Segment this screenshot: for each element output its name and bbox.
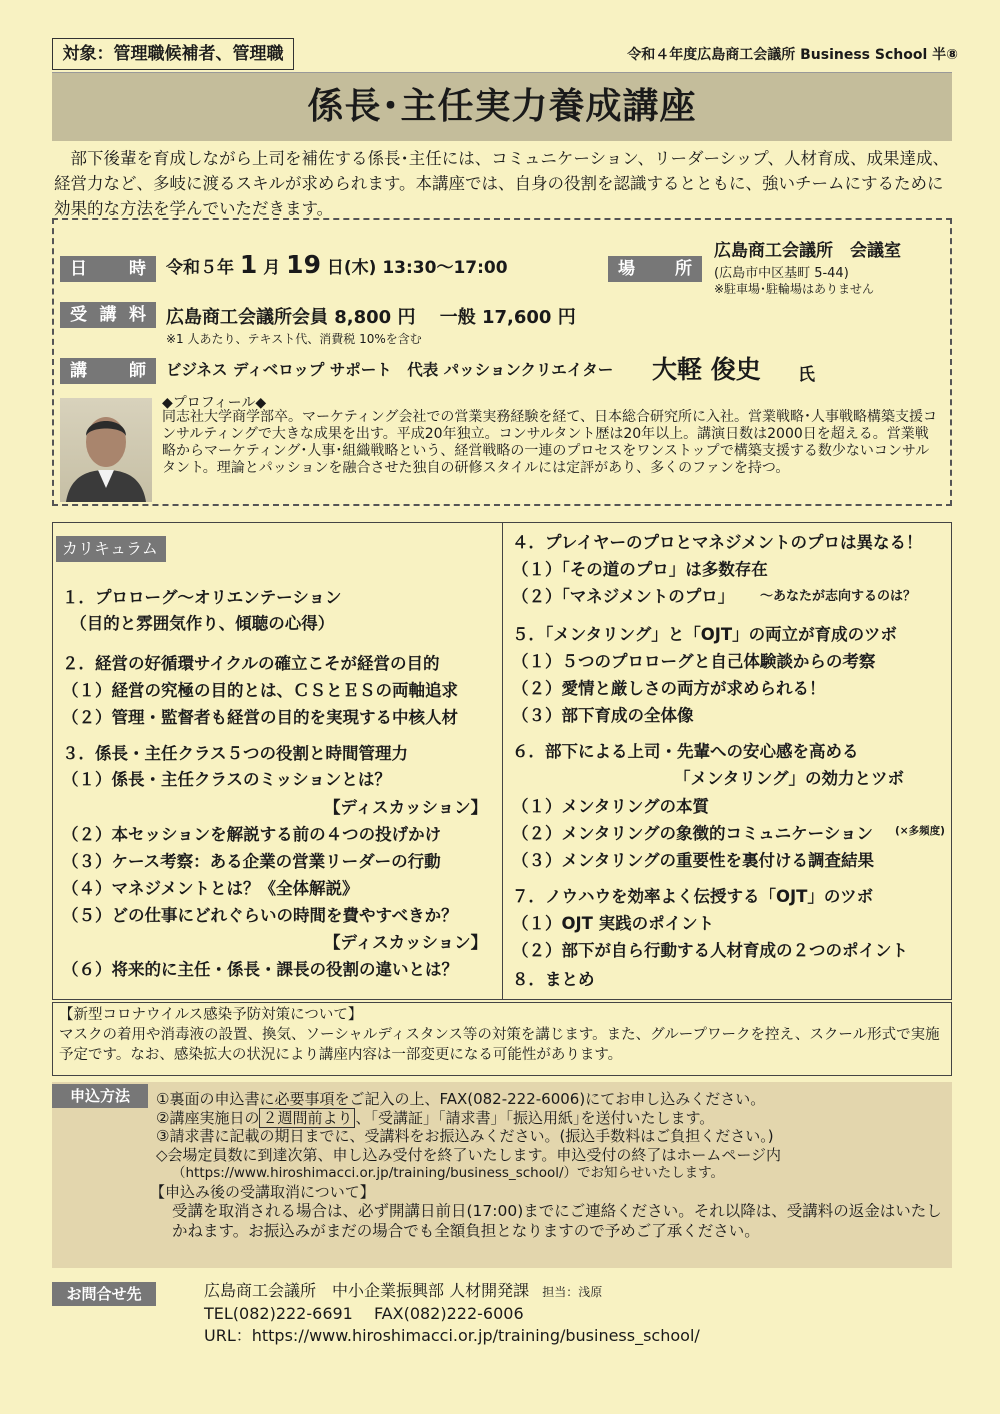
place-address: (広島市中区基町 5-44): [714, 266, 849, 281]
application-step-2-pre: ②講座実施日の: [156, 1108, 260, 1127]
lecturer-title: ビジネス ディベロップ サポート 代表 パッションクリエイター: [166, 361, 614, 379]
curriculum-left-item: 【ディスカッション】: [324, 933, 488, 952]
contact-person: 担当：浅原: [542, 1285, 603, 1299]
curriculum-left-item: （３）ケース考察：ある企業の営業リーダーの行動: [62, 852, 441, 871]
contact-label: お問合せ先: [52, 1282, 156, 1306]
place-note: ※駐車場･駐輪場はありません: [714, 282, 875, 296]
profile-text: 同志社大学商学部卒。マーケティング会社での営業実務経験を経て、日本総合研究所に入社。営業戦略･人事戦略構築支援コンサルティングで大きな成果を出す。平成20年独立。コンサルタント歴は20年以上。講演日数は2000日を超える。営業戦略からマーケティング･人事･組織戦略という、経営戦略の一連のプロセスをワンストップで構築支援する数少ないコンサルタント。理論とパッションを融合させた独自の研修スタイルには定評があり、多くのファンを持つ。: [162, 409, 938, 476]
curriculum-left-item: （４）マネジメントとは？《全体解説》: [62, 879, 359, 898]
curriculum-right-item: ７．ノウハウを効率よく伝授する「OJT」のツボ: [512, 887, 874, 906]
curriculum-right-item: （３）メンタリングの重要性を裏付ける調査結果: [512, 851, 875, 870]
application-step-1: ①裏面の申込書に必要事項をご記入の上、FAX(082-222-6006)にてお申し込みください。: [156, 1090, 766, 1108]
two-weeks-box: ２週間前より: [259, 1108, 355, 1128]
date-post: 日(木) 13:30〜17:00: [326, 258, 508, 278]
curriculum-right-item: ５．「メンタリング」と「OJT」の両立が育成のツボ: [512, 625, 897, 644]
date-label: 日時: [60, 256, 156, 282]
curriculum-left-item: ３．係長・主任クラス５つの役割と時間管理力: [62, 744, 409, 763]
contact-info: [204, 1280, 700, 1347]
curriculum-left-item: （目的と雰囲気作り、傾聴の心得）: [62, 614, 335, 633]
curriculum-right-item: （１）OJT 実践のポイント: [512, 914, 715, 933]
curriculum-right-item: （１）メンタリングの本質: [512, 797, 710, 816]
curriculum-left-item: １．プロローグ〜オリエンテーション: [62, 588, 342, 607]
application-step-2-post: 、｢受講証｣「請求書」｢振込用紙｣を送付いたします。: [355, 1108, 715, 1127]
curriculum-left-item: ２．経営の好循環サイクルの確立こそが経営の目的: [62, 654, 440, 673]
covid-notice-text: マスクの着用や消毒液の設置、換気、ソーシャルディスタンス等の対策を講じます。また、グループワークを控え、スクール形式で実施予定です。なお、感染拡大の状況により講座内容は一部変更になる可能性があります。: [59, 1027, 940, 1063]
place-name: 広島商工会議所 会議室: [714, 241, 901, 261]
curriculum-right-item: ８．まとめ: [512, 970, 595, 989]
curriculum-right-item: （１）５つのプロローグと自己体験談からの考察: [512, 652, 876, 671]
date-pre: 令和５年: [166, 258, 234, 278]
date-month-unit: 月: [263, 258, 281, 278]
lecturer-name: 大軽 俊史: [652, 355, 761, 384]
lecturer-photo: [60, 398, 152, 502]
fee-note: ※1 人あたり、テキスト代、消費税 10%を含む: [166, 332, 422, 346]
application-label: 申込方法: [52, 1084, 148, 1108]
curriculum-right-item: 〜あなたが志向するのは？: [760, 589, 917, 604]
curriculum-right-item: （２）メンタリングの象徴的コミュニケーション: [512, 824, 874, 843]
contact-url[interactable]: URL：https://www.hiroshimacci.or.jp/training/business_school/: [204, 1326, 700, 1345]
curriculum-right-item: （１）「その道のプロ」は多数存在: [512, 560, 768, 579]
curriculum-right-item: (×多頻度): [895, 825, 945, 837]
curriculum-heading: カリキュラム: [56, 536, 166, 562]
application-text: [150, 1090, 946, 1241]
portrait-image: [60, 398, 152, 502]
lecturer-label: 講師: [60, 358, 156, 384]
curriculum-right-item: （３）部下育成の全体像: [512, 706, 694, 725]
target-audience-label: 対象：管理職候補者、管理職: [52, 38, 294, 70]
fee-label: 受講料: [60, 302, 156, 328]
page-title: 係長･主任実力養成講座: [52, 72, 952, 141]
curriculum-left-item: （１）経営の究極の目的とは、ＣＳとＥＳの両軸追求: [62, 681, 458, 700]
place-label: 場所: [608, 256, 702, 282]
date-value: [166, 250, 508, 279]
curriculum-right-item: ６．部下による上司・先輩への安心感を高める: [512, 742, 859, 761]
curriculum-left-item: 【ディスカッション】: [324, 798, 488, 817]
fee-value: 広島商工会議所会員 8,800 円 一般 17,600 円: [166, 307, 576, 328]
application-step-2: [156, 1109, 946, 1128]
curriculum-left-item: （５）どの仕事にどれぐらいの時間を費やすべきか？: [62, 906, 458, 925]
covid-notice: [52, 1002, 952, 1076]
covid-notice-heading: 【新型コロナウイルス感染予防対策について】: [59, 1007, 363, 1023]
curriculum-right-item: （２）部下が自ら行動する人材育成の２つのポイント: [512, 941, 908, 960]
curriculum-left-item: （２）本セッションを解説する前の４つの投げかけ: [62, 825, 442, 844]
contact-phone: TEL(082)222-6691 FAX(082)222-6006: [204, 1304, 524, 1323]
series-label: 令和４年度広島商工会議所 Business School 半⑧: [627, 47, 958, 63]
cancel-heading: 【申込み後の受講取消について】: [150, 1182, 375, 1201]
intro-text: 部下後輩を育成しながら上司を補佐する係長･主任には、コミュニケーション、リーダーシップ、人材育成、成果達成、経営力など、多岐に渡るスキルが求められます。本講座では、自身の役割を認識するとともに、強いチームにするために効果的な方法を学んでいただきます。: [54, 149, 949, 218]
application-note-url: （https://www.hiroshimacci.or.jp/training/business_school/）でお知らせいたします。: [172, 1165, 725, 1181]
application-step-3: ③請求書に記載の期日までに、受講料をお振込みください。(振込手数料はご負担ください。): [156, 1127, 774, 1145]
cancel-text: 受講を取消される場合は、必ず開講日前日(17:00)までにご連絡ください。それ以降は、受講料の返金はいたしかねます。お振込みがまだの場合でも全額負担となりますので予めご了承ください。: [172, 1202, 942, 1240]
profile-heading: ◆プロフィール◆: [162, 395, 267, 411]
curriculum-left-item: （２）管理・監督者も経営の目的を実現する中核人材: [62, 708, 458, 727]
date-month: 1: [239, 250, 258, 279]
curriculum-right-item: （２）愛情と厳しさの両方が求められる！: [512, 679, 826, 698]
application-note: ◇会場定員数に到達次第、申し込み受付を終了いたします。申込受付の終了はホームページ内: [156, 1145, 782, 1164]
curriculum-left-item: （１）係長・主任クラスのミッションとは？: [62, 770, 391, 789]
curriculum-left-item: （６）将来的に主任・係長・課長の役割の違いとは？: [62, 960, 458, 979]
curriculum-divider: [502, 522, 503, 1000]
curriculum-right-item: ４．プレイヤーのプロとマネジメントのプロは異なる！: [512, 533, 923, 552]
date-day: 19: [286, 250, 321, 279]
contact-org-line: [204, 1280, 700, 1303]
curriculum-right-item: 「メンタリング」の効力とツボ: [674, 769, 905, 788]
curriculum-right-item: （２）「マネジメントのプロ」: [512, 587, 735, 606]
lecturer-suffix: 氏: [798, 365, 815, 385]
contact-org: 広島商工会議所 中小企業振興部 人材開発課: [204, 1281, 530, 1300]
